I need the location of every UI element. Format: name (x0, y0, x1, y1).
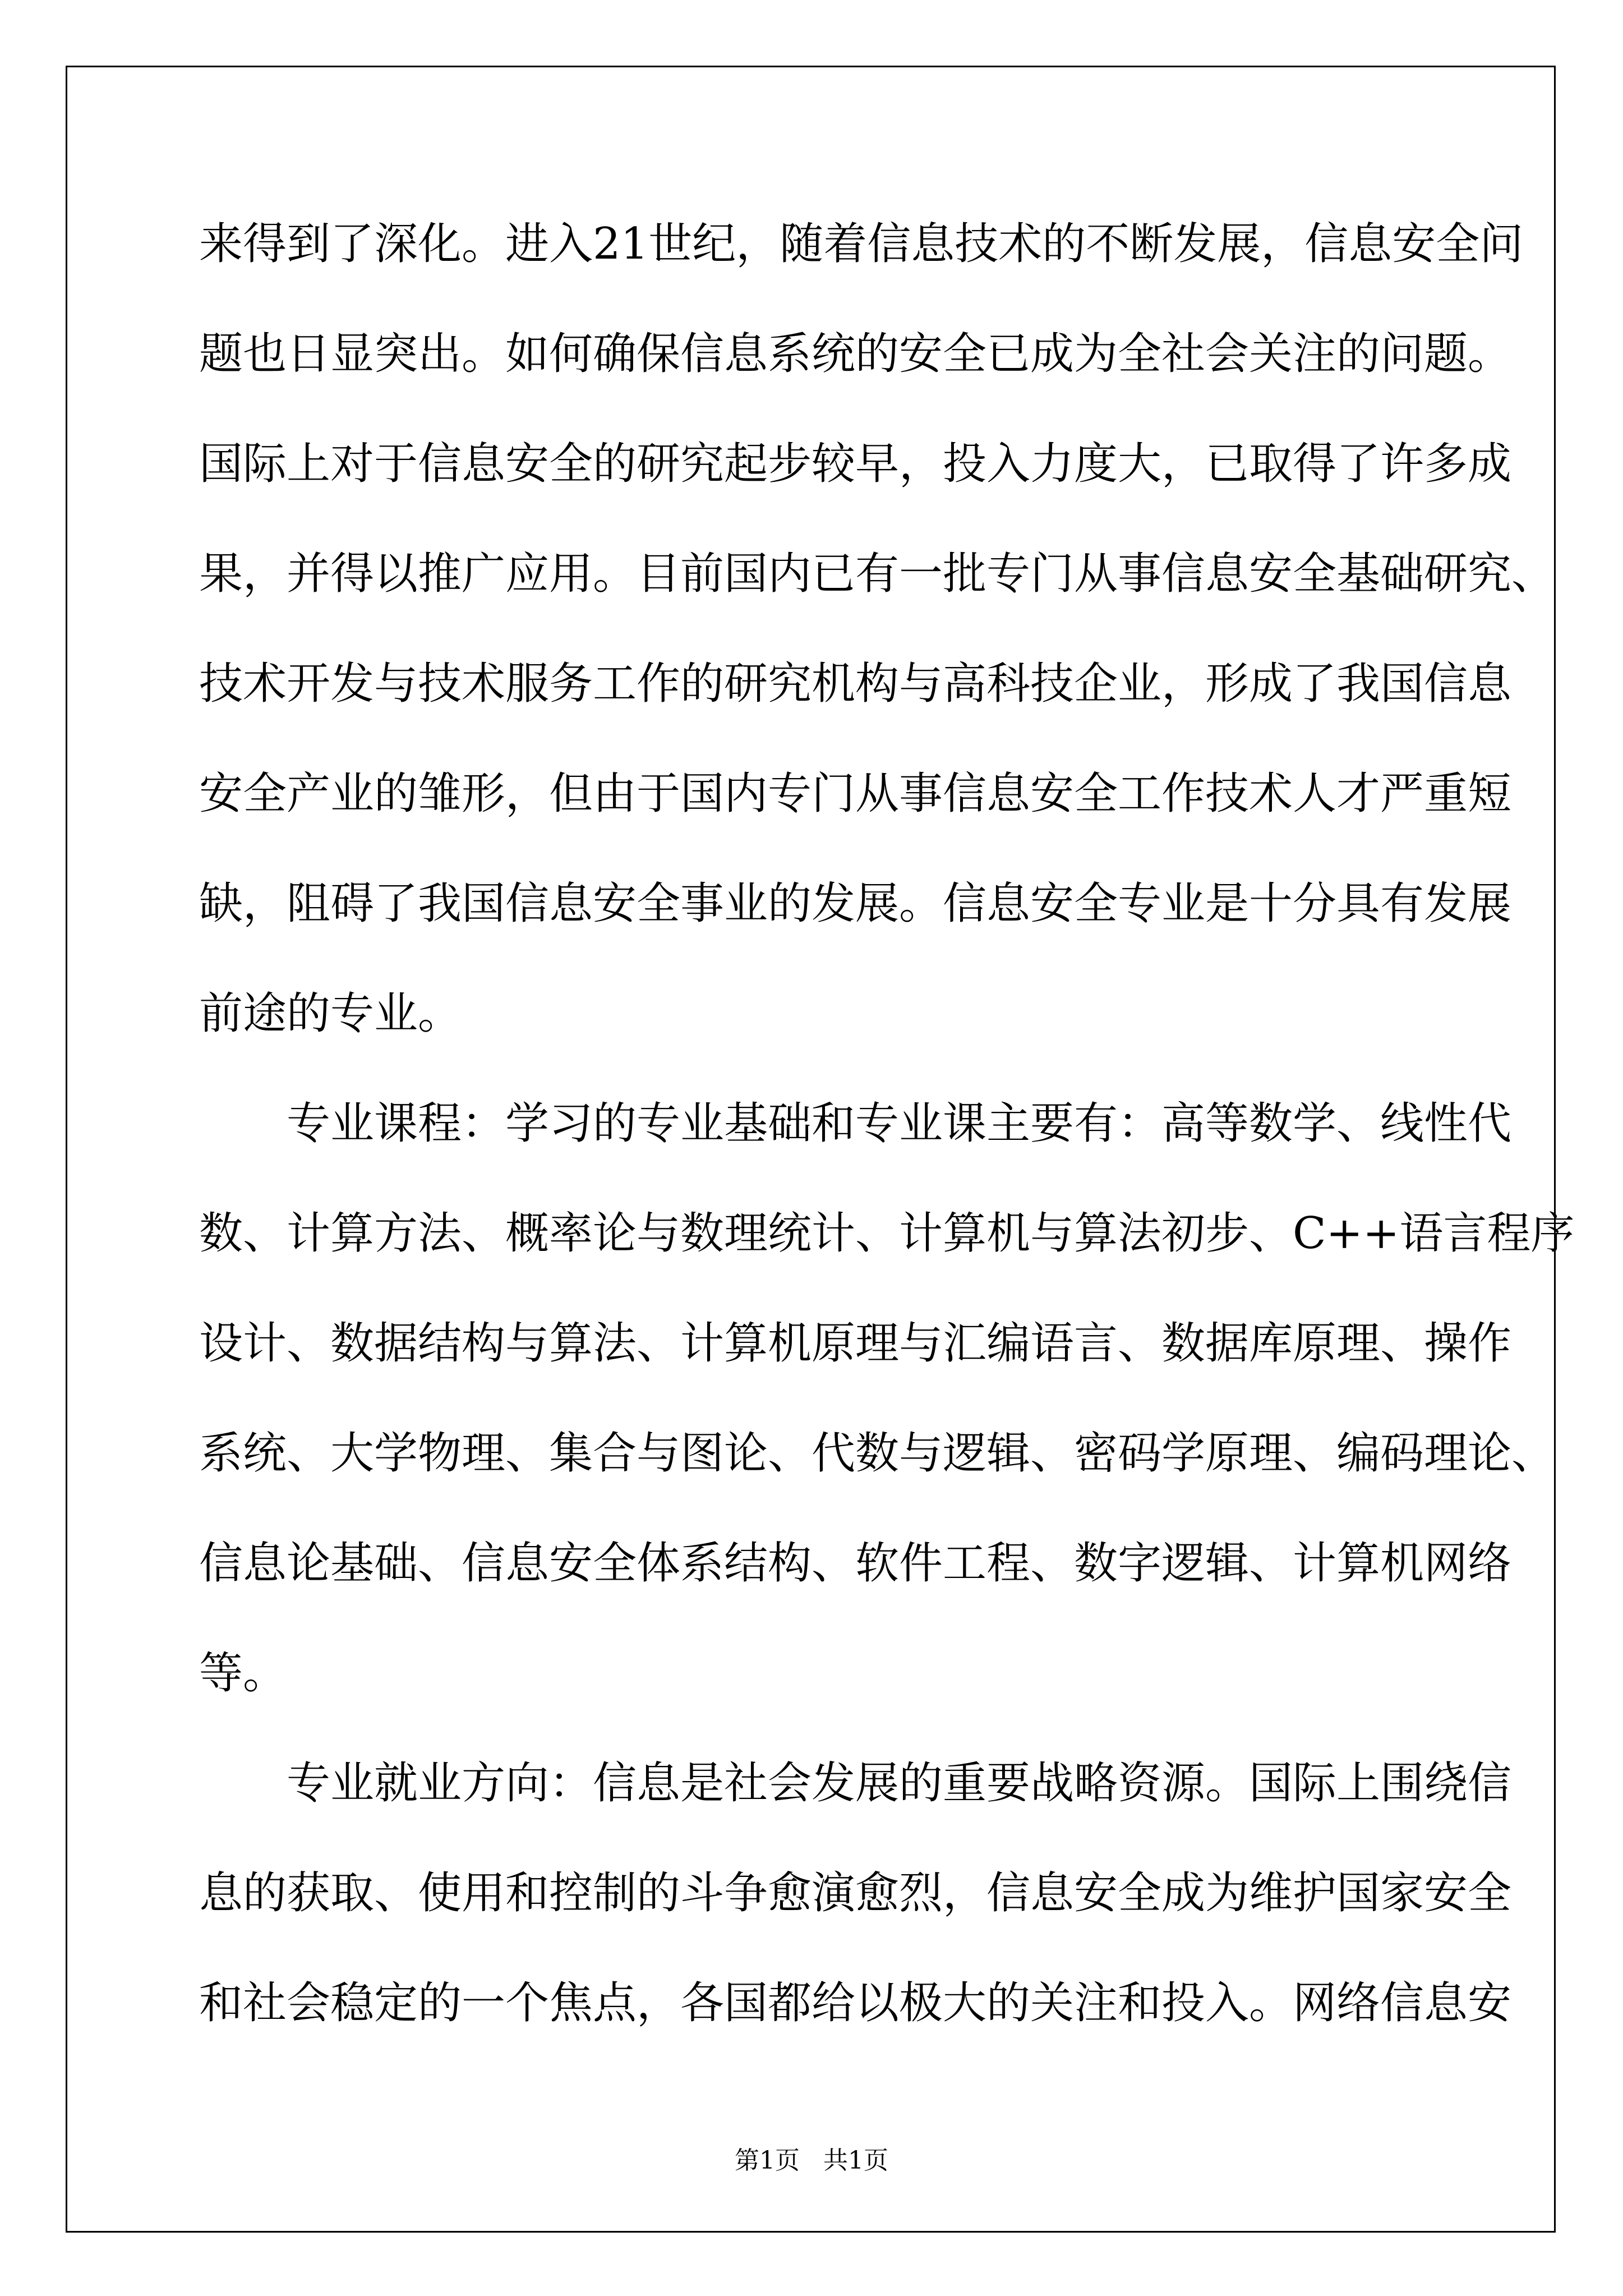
paragraph-first-line: 专业就业方向：信息是社会发展的重要战略资源。国际上围绕信 (287, 1758, 1512, 1809)
text-line: 缺，阻碍了我国信息安全事业的发展。信息安全专业是十分具有发展 (199, 878, 1512, 929)
text-line: 果，并得以推广应用。目前国内已有一批专门从事信息安全基础研究、 (199, 549, 1556, 599)
text-line: 等。 (199, 1648, 287, 1699)
text-line: 息的获取、使用和控制的斗争愈演愈烈，信息安全成为维护国家安全 (199, 1868, 1512, 1918)
text-line: 前途的专业。 (199, 988, 462, 1039)
text-line: 来得到了深化。进入21世纪，随着信息技术的不断发展，信息安全问 (199, 219, 1524, 269)
text-line: 数、计算方法、概率论与数理统计、计算机与算法初步、C++语言程序 (199, 1208, 1575, 1259)
paragraph-first-line: 专业课程：学习的专业基础和专业课主要有：高等数学、线性代 (287, 1098, 1512, 1149)
text-line: 和社会稳定的一个焦点，各国都给以极大的关注和投入。网络信息安 (199, 1978, 1512, 2028)
text-line: 系统、大学物理、集合与图论、代数与逻辑、密码学原理、编码理论、 (199, 1428, 1556, 1479)
page-number-footer: 第1页 共1页 (735, 2146, 888, 2175)
text-line: 技术开发与技术服务工作的研究机构与高科技企业，形成了我国信息 (199, 659, 1512, 709)
document-body (199, 213, 1575, 2082)
text-line: 安全产业的雏形，但由于国内专门从事信息安全工作技术人才严重短 (199, 769, 1512, 819)
text-line: 国际上对于信息安全的研究起步较早，投入力度大，已取得了许多成 (199, 439, 1512, 489)
text-line: 题也日显突出。如何确保信息系统的安全已成为全社会关注的问题。 (199, 329, 1512, 379)
text-line: 信息论基础、信息安全体系结构、软件工程、数字逻辑、计算机网络 (199, 1538, 1512, 1589)
text-line: 设计、数据结构与算法、计算机原理与汇编语言、数据库原理、操作 (199, 1318, 1512, 1369)
